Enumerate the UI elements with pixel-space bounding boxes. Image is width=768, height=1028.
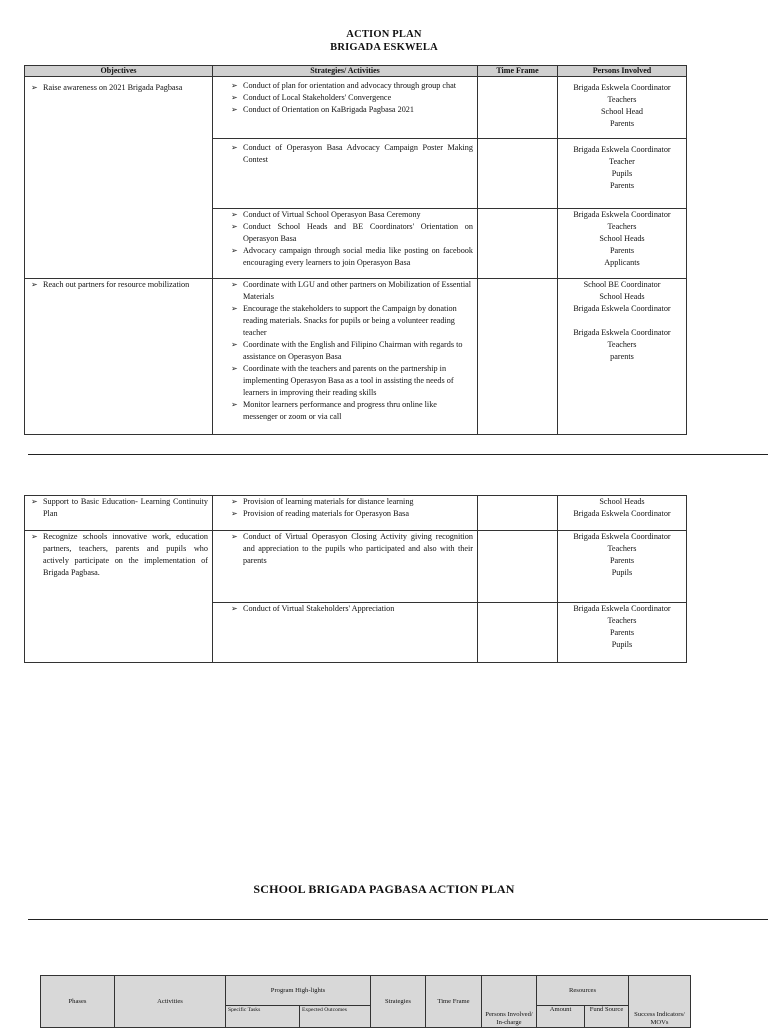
person-entry: Brigada Eskwela Coordinator bbox=[573, 83, 671, 92]
column-header-objectives: Objectives bbox=[25, 66, 213, 77]
column-header-persons: Persons Involved bbox=[558, 66, 687, 77]
brigada-pagbasa-plan-table bbox=[40, 975, 691, 1028]
time-frame-cell bbox=[478, 279, 558, 435]
table-header-row bbox=[25, 66, 687, 77]
person-entry: Teachers bbox=[607, 544, 637, 553]
strategy-item: ➢ Conduct of Virtual Operasyon Closing Activity giving recognition and appreciation to the pupils who participated and also with their parents bbox=[229, 531, 473, 567]
table-row bbox=[25, 77, 687, 139]
person-entry: Brigada Eskwela Coordinator bbox=[573, 604, 671, 613]
person-entry: Parents bbox=[609, 246, 635, 255]
persons-cell bbox=[558, 531, 687, 603]
person-entry: Teachers bbox=[607, 340, 637, 349]
person-entry: Parents bbox=[609, 181, 635, 190]
table-header-row bbox=[41, 976, 691, 1006]
person-entry: Brigada Eskwela Coordinator bbox=[573, 509, 671, 518]
strategies-cell bbox=[213, 603, 478, 663]
strategy-item: ➢ Coordinate with the teachers and parents on the partnership in implementing Operasyon Basa as a tool in assisting the needs of learners in improving their reading skills bbox=[229, 363, 473, 399]
strategy-item: ➢ Conduct of Operasyon Basa Advocacy Campaign Poster Making Contest bbox=[229, 142, 473, 166]
person-entry: Brigada Eskwela Coordinator bbox=[573, 328, 671, 337]
person-entry: Teachers bbox=[607, 222, 637, 231]
column-header-persons-involved: Persons Involved/ In-charge bbox=[482, 976, 537, 1028]
strategies-cell bbox=[213, 77, 478, 139]
objective-cell bbox=[25, 77, 213, 279]
person-entry: Parents bbox=[609, 628, 635, 637]
strategy-item: ➢ Conduct School Heads and BE Coordinators' Orientation on Operasyon Basa bbox=[229, 221, 473, 245]
person-entry: Teachers bbox=[607, 95, 637, 104]
time-frame-cell bbox=[478, 209, 558, 279]
person-entry: School Heads bbox=[599, 497, 645, 506]
strategy-item: ➢ Provision of reading materials for Operasyon Basa bbox=[229, 508, 473, 520]
strategy-item: ➢ Conduct of Orientation on KaBrigada Pagbasa 2021 bbox=[229, 104, 473, 116]
table-row bbox=[25, 279, 687, 435]
strategy-item: ➢ Conduct of Virtual Stakeholders' Appreciation bbox=[229, 603, 473, 615]
person-entry: Parents bbox=[609, 556, 635, 565]
person-entry: Applicants bbox=[604, 258, 640, 267]
time-frame-cell bbox=[478, 496, 558, 531]
column-header-program-highlights: Program High-lights bbox=[226, 976, 371, 1006]
column-header-phases: Phases bbox=[41, 976, 115, 1028]
objective-text: ➢ Recognize schools innovative work, education partners, teachers, parents and pupils who actively participate on the implementation of Brigada Pagbasa. bbox=[29, 531, 208, 579]
table-row bbox=[25, 496, 687, 531]
person-entry: School Heads bbox=[599, 292, 645, 301]
persons-cell bbox=[558, 279, 687, 435]
person-entry: Pupils bbox=[611, 640, 633, 649]
person-entry: Teacher bbox=[609, 157, 635, 166]
objective-text: ➢ Support to Basic Education- Learning Continuity Plan bbox=[29, 496, 208, 520]
strategy-item: ➢ Conduct of plan for orientation and advocacy through group chat bbox=[229, 80, 473, 92]
page-divider bbox=[28, 919, 768, 920]
action-plan-table bbox=[24, 65, 687, 435]
strategy-item: ➢ Conduct of Virtual School Operasyon Basa Ceremony bbox=[229, 209, 473, 221]
person-entry: Brigada Eskwela Coordinator bbox=[573, 145, 671, 154]
objective-cell bbox=[25, 496, 213, 531]
strategy-item: ➢ Coordinate with LGU and other partners on Mobilization of Essential Materials bbox=[229, 279, 473, 303]
section-title: SCHOOL BRIGADA PAGBASA ACTION PLAN bbox=[253, 882, 515, 896]
page-divider bbox=[28, 454, 768, 455]
persons-cell bbox=[558, 77, 687, 139]
column-header-strategies: Strategies bbox=[371, 976, 426, 1028]
action-plan-table-continued bbox=[24, 495, 687, 663]
person-entry: Pupils bbox=[611, 169, 633, 178]
column-header-success-indicators: Success Indicators/ MOVs bbox=[629, 976, 691, 1028]
strategies-cell bbox=[213, 531, 478, 603]
strategy-item: ➢ Conduct of Local Stakeholders' Convergence bbox=[229, 92, 473, 104]
person-entry: School Heads bbox=[599, 234, 645, 243]
strategies-cell bbox=[213, 209, 478, 279]
objective-text: ➢ Raise awareness on 2021 Brigada Pagbasa bbox=[29, 82, 208, 94]
person-entry: Brigada Eskwela Coordinator bbox=[573, 210, 671, 219]
strategy-item: ➢ Encourage the stakeholders to support the Campaign by donation reading materials. Snacks for pupils or being a volunteer reading teacher bbox=[229, 303, 473, 339]
column-header-specific-tasks: Specific Tasks bbox=[226, 1006, 300, 1028]
person-entry: Brigada Eskwela Coordinator bbox=[573, 304, 671, 313]
strategy-item: ➢ Advocacy campaign through social media like posting on facebook encouraging every learners to join Operasyon Basa bbox=[229, 245, 473, 269]
persons-cell bbox=[558, 496, 687, 531]
objective-cell bbox=[25, 531, 213, 663]
column-header-time-frame: Time Frame bbox=[426, 976, 482, 1028]
time-frame-cell bbox=[478, 603, 558, 663]
column-header-strategies: Strategies/ Activities bbox=[213, 66, 478, 77]
time-frame-cell bbox=[478, 531, 558, 603]
person-entry: Teachers bbox=[607, 616, 637, 625]
column-header-expected-outcomes: Expected Outcomes bbox=[300, 1006, 371, 1028]
strategies-cell bbox=[213, 279, 478, 435]
strategy-item: ➢ Monitor learners performance and progress thru online like messenger or zoom or via call bbox=[229, 399, 473, 423]
person-entry: School Head bbox=[600, 107, 644, 116]
strategies-cell bbox=[213, 496, 478, 531]
person-entry: Parents bbox=[609, 119, 635, 128]
time-frame-cell bbox=[478, 139, 558, 209]
column-header-time-frame: Time Frame bbox=[478, 66, 558, 77]
table-row bbox=[25, 531, 687, 603]
strategies-cell bbox=[213, 139, 478, 209]
persons-cell bbox=[558, 209, 687, 279]
column-header-resources: Resources bbox=[537, 976, 629, 1006]
column-header-fund-source: Fund Source bbox=[585, 1006, 629, 1028]
objective-text: ➢ Reach out partners for resource mobilization bbox=[29, 279, 208, 291]
strategy-item: ➢ Coordinate with the English and Filipino Chairman with regards to assistance on Operasyon Basa bbox=[229, 339, 473, 363]
person-entry: Brigada Eskwela Coordinator bbox=[573, 532, 671, 541]
column-header-amount: Amount bbox=[537, 1006, 585, 1028]
person-entry bbox=[558, 315, 686, 327]
objective-cell bbox=[25, 279, 213, 435]
page-title: ACTION PLAN bbox=[346, 29, 422, 40]
persons-cell bbox=[558, 603, 687, 663]
strategy-item: ➢ Provision of learning materials for distance learning bbox=[229, 496, 473, 508]
page-subtitle: BRIGADA ESKWELA bbox=[330, 42, 438, 53]
person-entry: School BE Coordinator bbox=[583, 280, 661, 289]
person-entry: Pupils bbox=[611, 568, 633, 577]
persons-cell bbox=[558, 139, 687, 209]
column-header-activities: Activities bbox=[115, 976, 226, 1028]
person-entry: parents bbox=[610, 352, 634, 361]
time-frame-cell bbox=[478, 77, 558, 139]
